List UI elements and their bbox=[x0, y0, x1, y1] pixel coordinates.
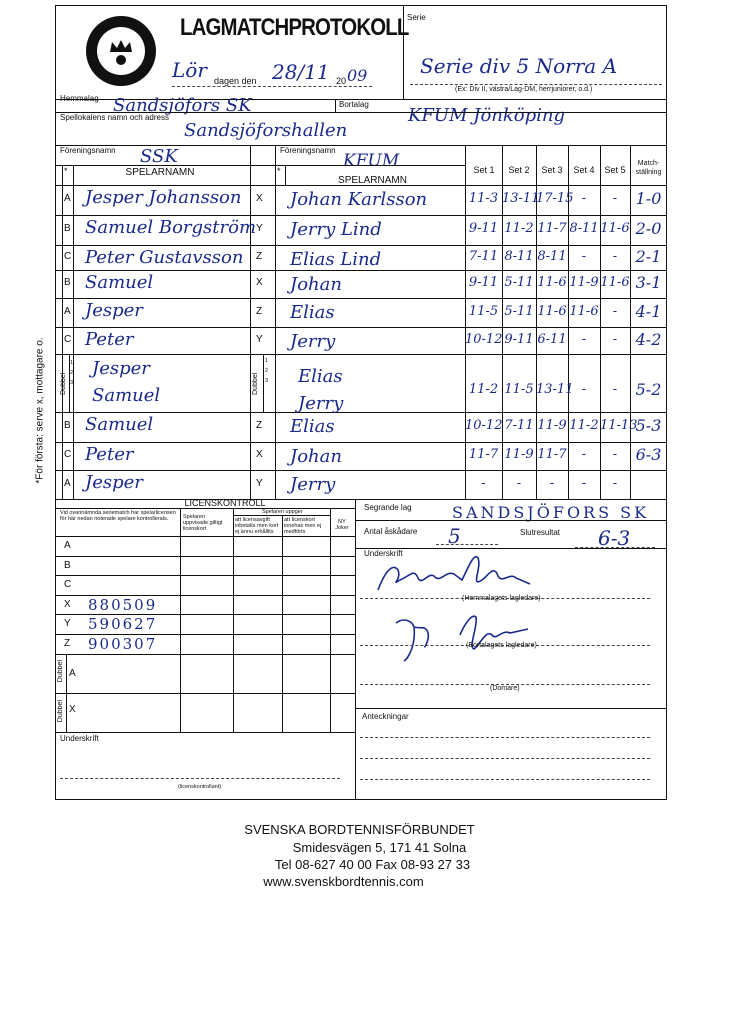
license-row-value: 880509 bbox=[88, 596, 158, 614]
away-player: Jerry bbox=[290, 331, 336, 352]
set5-score: - bbox=[612, 331, 618, 347]
set3-score: 8-11 bbox=[537, 248, 567, 264]
license-dubbel-label-1: Dubbel bbox=[57, 660, 64, 683]
away-letter: Z bbox=[256, 420, 263, 431]
set1-score: - bbox=[481, 475, 486, 491]
licenskontroll-title: LICENSKONTROLL bbox=[184, 498, 266, 508]
set1-score: 10-12 bbox=[465, 331, 503, 347]
match-score: 5-3 bbox=[635, 416, 662, 435]
set2-score: 13-11 bbox=[502, 191, 540, 206]
doubles-set3: 13-11 bbox=[536, 382, 574, 397]
borta-ledare-label: (Bortalagets lagledare) bbox=[466, 642, 537, 649]
license-col-ny: NY Joker bbox=[335, 519, 349, 531]
set3-score: 11-7 bbox=[537, 221, 567, 236]
doubles-set5: - bbox=[612, 382, 618, 397]
spellokal-value: Sandsjöforshallen bbox=[184, 120, 348, 141]
set1-score: 7-11 bbox=[468, 248, 499, 264]
slutresultat-value: 6-3 bbox=[598, 526, 631, 550]
set4-score: - bbox=[581, 475, 587, 491]
footer-phone: Tel 08-627 40 00 Fax 08-93 27 33 bbox=[274, 857, 471, 872]
away-club: KFUM bbox=[343, 151, 400, 171]
set4-score: 11-9 bbox=[569, 275, 599, 290]
serie-hint: (Ex: Div II, västra/Lag-DM, herrjuniorer, o.d.) bbox=[455, 86, 593, 93]
home-player: Samuel bbox=[85, 272, 154, 293]
away-player: Jerry bbox=[290, 474, 336, 495]
license-row-letter: X bbox=[64, 599, 71, 610]
match-score: 4-1 bbox=[635, 301, 662, 321]
home-player: Peter Gustavsson bbox=[85, 247, 244, 268]
set1-score: 9-11 bbox=[468, 221, 499, 236]
match-date: 28/11 bbox=[272, 60, 330, 84]
set4-score: - bbox=[581, 331, 587, 347]
doubles-set4: - bbox=[581, 382, 587, 397]
home-player: Peter bbox=[85, 444, 134, 465]
dubbel-away-num3: 3 bbox=[265, 378, 269, 384]
set2-score: 5-11 bbox=[504, 275, 534, 290]
license-col-uppger: Spelaren uppger bbox=[262, 509, 303, 515]
away-letter: Z bbox=[256, 305, 263, 317]
home-player: Jesper bbox=[85, 472, 143, 493]
hemma-ledare-label: (Hemmalagets lagledare) bbox=[462, 595, 541, 602]
away-player: Johan bbox=[290, 274, 342, 295]
away-player: Elias bbox=[290, 302, 335, 323]
set5-score: - bbox=[612, 475, 618, 491]
license-row-letter: Z bbox=[64, 638, 71, 649]
away-letter: X bbox=[256, 193, 263, 204]
set2-score: 7-11 bbox=[504, 418, 534, 433]
match-score: 2-0 bbox=[635, 219, 662, 238]
doubles-home-2: Samuel bbox=[92, 385, 161, 406]
license-col-a: att licensavgift inbetalts men kort ej ännu erhållits bbox=[235, 517, 279, 535]
dubbel-home-num3: 3 bbox=[70, 380, 74, 386]
set5-score: - bbox=[612, 248, 618, 264]
match-year: 09 bbox=[347, 66, 368, 85]
set4-score: - bbox=[581, 248, 587, 264]
bortalag-value: KFUM Jönköping bbox=[408, 105, 566, 126]
license-row-line bbox=[55, 536, 355, 537]
home-letter: A bbox=[64, 477, 71, 489]
home-player: Samuel bbox=[85, 414, 154, 435]
away-player: Elias Lind bbox=[290, 249, 382, 270]
license-col-b: att licenskort innehas men ej medförts bbox=[284, 517, 322, 535]
home-player: Jesper Johansson bbox=[85, 187, 242, 208]
hemmalag-value: Sandsjöfors SK bbox=[113, 95, 252, 116]
home-letter: A bbox=[64, 193, 71, 204]
doubles-score: 5-2 bbox=[635, 380, 662, 399]
home-player: Jesper bbox=[85, 300, 143, 321]
home-letter: C bbox=[64, 449, 72, 460]
license-intro: Vid ovannämnda seriematch har spelarlicensen för här nedan noterade spelare kontrollerats. bbox=[60, 510, 176, 522]
home-letter: C bbox=[64, 250, 72, 262]
slutresultat-label: Slutresultat bbox=[520, 528, 561, 537]
set5-score: - bbox=[612, 191, 618, 206]
set4-score: - bbox=[581, 191, 587, 206]
side-note: *För första: serve x, mottagare o. bbox=[34, 337, 46, 484]
set5-score: 11-6 bbox=[600, 221, 630, 236]
license-underskrift-label: Underskrift bbox=[60, 734, 99, 743]
set2-score: 11-9 bbox=[504, 447, 534, 462]
license-row-letter: A bbox=[64, 540, 71, 551]
doubles-set2: 11-5 bbox=[504, 382, 534, 397]
footer-web: www.svenskbordtennis.com bbox=[263, 874, 424, 889]
away-letter: Y bbox=[256, 223, 263, 234]
set2-score: - bbox=[516, 475, 522, 491]
away-letter: X bbox=[256, 449, 263, 460]
set1-score: 9-11 bbox=[468, 275, 499, 290]
match-score: 2-1 bbox=[635, 246, 662, 266]
set3-score: 11-6 bbox=[537, 303, 567, 319]
set2-score: 9-11 bbox=[504, 331, 534, 347]
doubles-set1: 11-2 bbox=[468, 382, 499, 397]
form-title: LAGMATCHPROTOKOLL bbox=[180, 14, 409, 41]
crown-logo-icon bbox=[86, 16, 156, 86]
set1-score: 10-12 bbox=[465, 418, 503, 433]
set3-score: 11-9 bbox=[537, 418, 567, 433]
home-club: SSK bbox=[140, 146, 178, 167]
home-letter: A bbox=[64, 305, 71, 317]
forening-label-home: Föreningsnamn bbox=[60, 146, 116, 155]
dubbel-home-label: Dubbel bbox=[60, 372, 67, 395]
home-spelarnamn-header: SPELARNAMN bbox=[125, 167, 195, 178]
licenskontrollant-label: (licenskontrollant) bbox=[178, 784, 222, 790]
license-row-line bbox=[55, 556, 355, 557]
set4-score: 11-2 bbox=[569, 418, 599, 433]
set3-score: 11-6 bbox=[537, 275, 567, 290]
hemmalag-label: Hemmalag bbox=[60, 94, 99, 103]
set2-score: 5-11 bbox=[504, 303, 534, 319]
license-row-line bbox=[55, 575, 355, 576]
home-letter: C bbox=[64, 333, 72, 345]
underskrift-label: Underskrift bbox=[364, 549, 403, 558]
away-leader-signature bbox=[390, 605, 540, 665]
bortalag-label: Bortalag bbox=[339, 100, 369, 109]
dubbel-home-num2: 2 bbox=[70, 370, 74, 376]
away-letter: X bbox=[256, 277, 263, 288]
match-score: 4-2 bbox=[635, 329, 662, 349]
set1-header: Set 1 bbox=[473, 165, 495, 175]
home-leader-signature bbox=[370, 550, 570, 598]
away-letter: Y bbox=[256, 477, 263, 489]
segrande-label: Segrande lag bbox=[364, 503, 412, 512]
doubles-away-2: Jerry bbox=[298, 393, 344, 414]
away-player: Johan Karlsson bbox=[290, 189, 428, 210]
set5-header: Set 5 bbox=[604, 165, 626, 175]
home-letter: B bbox=[64, 277, 71, 288]
set5-score: - bbox=[612, 303, 618, 319]
set2-header: Set 2 bbox=[508, 165, 530, 175]
dagen-den-label: dagen den bbox=[214, 76, 257, 86]
away-player: Elias bbox=[290, 416, 335, 437]
license-col-spelaren: Spelaren uppvisade giltigt licenskort bbox=[183, 514, 223, 532]
dubbel-away-label: Dubbel bbox=[252, 372, 259, 395]
away-letter: Z bbox=[256, 250, 263, 262]
home-letter: B bbox=[64, 420, 71, 431]
antal-value: 5 bbox=[448, 524, 461, 548]
away-player: Johan bbox=[290, 446, 342, 467]
match-score: 1-0 bbox=[635, 189, 662, 208]
license-row-value: 590627 bbox=[88, 615, 158, 633]
set2-score: 8-11 bbox=[504, 248, 534, 264]
set1-score: 11-5 bbox=[468, 303, 499, 319]
set1-score: 11-3 bbox=[468, 191, 499, 206]
set3-header: Set 3 bbox=[541, 165, 563, 175]
license-row-letter: B bbox=[64, 560, 71, 571]
home-player: Peter bbox=[85, 329, 134, 350]
set3-score: 6-11 bbox=[537, 331, 567, 347]
set4-score: 11-6 bbox=[569, 303, 599, 319]
set3-score: - bbox=[549, 475, 555, 491]
license-row-letter: Y bbox=[64, 618, 71, 629]
set3-score: 11-7 bbox=[537, 447, 567, 462]
segrande-value: SANDSJÖFORS SK bbox=[452, 503, 650, 522]
license-row-line bbox=[55, 654, 355, 655]
set4-score: 8-11 bbox=[569, 221, 599, 236]
license-dubbel-a: A bbox=[69, 668, 76, 679]
set5-score: 11-13 bbox=[600, 418, 638, 433]
match-score: 6-3 bbox=[635, 445, 662, 464]
match-score: 3-1 bbox=[635, 273, 662, 292]
match-header: Match-ställning bbox=[635, 160, 662, 176]
license-dubbel-x: X bbox=[69, 704, 76, 715]
logo bbox=[86, 16, 156, 86]
year-prefix: 20 bbox=[336, 76, 347, 86]
footer-org: SVENSKA BORDTENNISFÖRBUNDET bbox=[244, 822, 475, 837]
footer-address: Smidesvägen 5, 171 41 Solna bbox=[292, 840, 467, 855]
dubbel-away-num1: 1 bbox=[265, 358, 269, 364]
domare-label: (Domare) bbox=[490, 685, 520, 692]
set5-score: - bbox=[612, 447, 618, 462]
doubles-away-1: Elias bbox=[298, 366, 343, 387]
away-letter: Y bbox=[256, 333, 263, 345]
home-player: Samuel Borgström bbox=[85, 217, 257, 238]
dubbel-away-num2: 2 bbox=[265, 368, 269, 374]
set4-header: Set 4 bbox=[573, 165, 595, 175]
forening-label-away: Föreningsnamn bbox=[280, 146, 336, 155]
away-player: Jerry Lind bbox=[290, 219, 382, 240]
doubles-home-1: Jesper bbox=[92, 358, 150, 379]
set4-score: - bbox=[581, 447, 587, 462]
away-spelarnamn-header: SPELARNAMN bbox=[338, 175, 407, 186]
license-row-value: 900307 bbox=[88, 635, 158, 653]
set2-score: 11-2 bbox=[504, 221, 534, 236]
serie-value: Serie div 5 Norra A bbox=[420, 54, 618, 78]
antal-label: Antal åskådare bbox=[364, 527, 418, 536]
license-dubbel-label-2: Dubbel bbox=[57, 700, 64, 723]
match-day: Lör bbox=[172, 58, 207, 82]
home-letter: B bbox=[64, 223, 71, 234]
set1-score: 11-7 bbox=[468, 447, 499, 462]
license-row-letter: C bbox=[64, 579, 72, 590]
set3-score: 17-15 bbox=[536, 191, 574, 206]
anteckningar-label: Anteckningar bbox=[362, 712, 409, 721]
dubbel-home-num1: 1 bbox=[70, 360, 74, 366]
spellokal-label: Spellokalens namn och adress bbox=[60, 113, 169, 122]
serie-label: Serie bbox=[407, 13, 426, 22]
set5-score: 11-6 bbox=[600, 275, 630, 290]
